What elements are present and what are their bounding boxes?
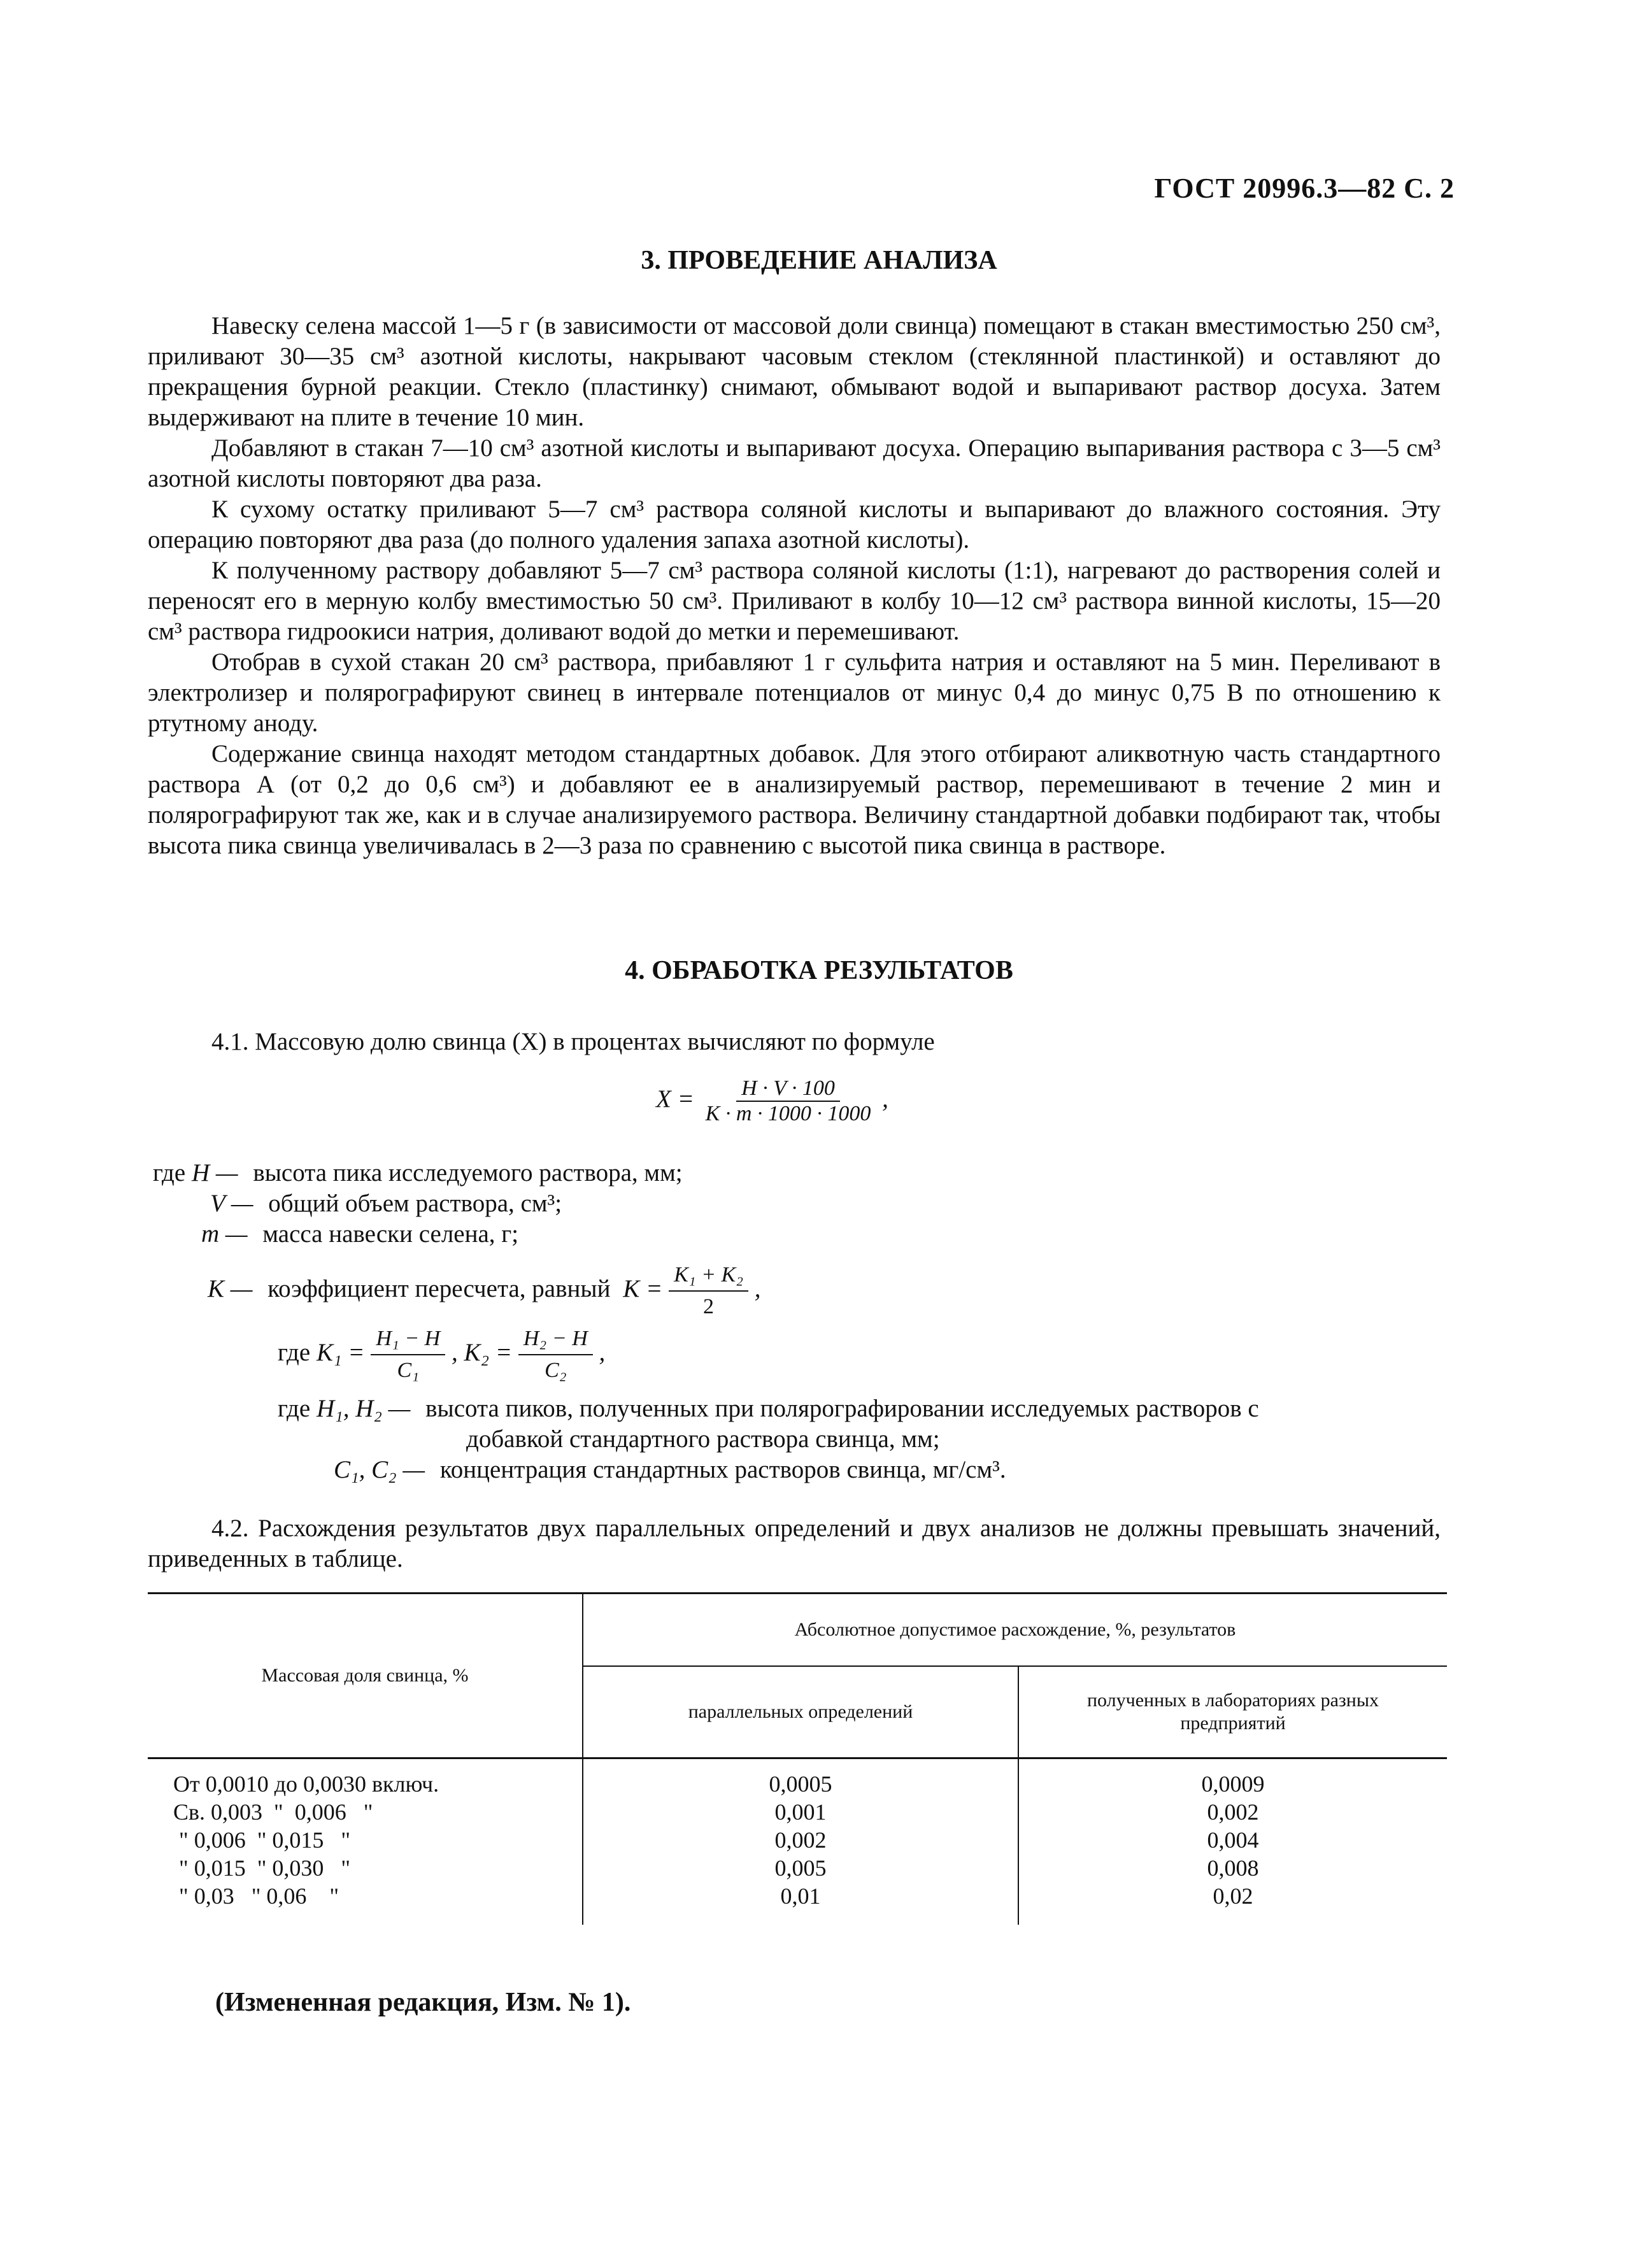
- cell-parallel: 0,01: [583, 1882, 1018, 1925]
- cell-labs: 0,0009: [1201, 1771, 1265, 1797]
- col-header-group: Абсолютное допустимое расхождение, %, результатов: [583, 1594, 1447, 1667]
- cell-range: От 0,0010 до 0,0030 включ.: [148, 1758, 583, 1799]
- formula-tail: ,: [882, 1085, 888, 1113]
- k12-tail: ,: [599, 1338, 606, 1366]
- formula-denominator: K · m · 1000 · 1000: [705, 1102, 871, 1125]
- paragraph: Добавляют в стакан 7—10 см³ азотной кислоты и выпаривают досуха. Операцию выпаривания раствора с 3—5 см³ азотной кислоты повторяют два раза.: [148, 434, 1441, 492]
- legend-symbol: H —: [191, 1159, 238, 1187]
- cell-labs: 0,008: [1207, 1855, 1259, 1881]
- legend-h: [153, 1158, 683, 1188]
- legend-text: высота пика исследуемого раствора, мм;: [253, 1159, 683, 1187]
- table-row: [148, 1826, 1447, 1854]
- legend-c1c2: [334, 1455, 1006, 1485]
- k1-k2-formula: [278, 1323, 605, 1386]
- revision-note: (Измененная редакция, Изм. № 1).: [215, 1988, 631, 2017]
- legend-symbol: K —: [208, 1274, 253, 1302]
- k-fraction: [669, 1260, 748, 1322]
- legend-k: [208, 1260, 761, 1322]
- table-row: [148, 1882, 1447, 1925]
- k1-fraction: [371, 1323, 445, 1386]
- cell-range: " 0,015 " 0,030 ": [148, 1854, 583, 1882]
- section-4-title: 4. ОБРАБОТКА РЕЗУЛЬТАТОВ: [625, 956, 1013, 985]
- tolerance-table: [148, 1592, 1447, 1925]
- cell-parallel: 0,005: [583, 1854, 1018, 1882]
- k2-fraction: [518, 1323, 593, 1386]
- table-row: [148, 1854, 1447, 1882]
- k-lhs: K =: [623, 1274, 663, 1302]
- k1-denominator: C₁: [397, 1359, 420, 1382]
- k12-expr: [316, 1327, 606, 1382]
- legend-text: высота пиков, полученных при полярографировании исследуемых растворов с: [425, 1395, 1259, 1422]
- clause-4-2-text: 4.2. Расхождения результатов двух параллельных определений и двух анализов не должны превышать значений, приведенных в таблице.: [148, 1515, 1441, 1573]
- k2-denominator: C₂: [545, 1359, 567, 1382]
- col-header-labs: полученных в лабораториях разных предприятий: [1087, 1690, 1379, 1734]
- cell-labs: 0,02: [1213, 1883, 1253, 1909]
- paragraph: К полученному раствору добавляют 5—7 см³ раствора соляной кислоты (1:1), нагревают до растворения солей и переносят его в мерную колбу вместимостью 50 см³. Приливают в колбу 10—12 см³ раствора винной кислоты, 15—20 см³ раствора гидроокиси натрия, доливают водой до метки и перемешивают.: [148, 557, 1441, 645]
- cell-range: " 0,03 " 0,06 ": [148, 1882, 583, 1925]
- tolerance-table-wrap: [148, 1592, 1447, 1925]
- page-header: ГОСТ 20996.3—82 С. 2: [1154, 173, 1455, 204]
- legend-symbol: H₁, H₂ —: [316, 1395, 411, 1422]
- legend-m: [201, 1219, 518, 1250]
- k-denominator: 2: [703, 1295, 715, 1318]
- legend-lead: где: [278, 1395, 311, 1422]
- col-header-mass-fraction: Массовая доля свинца, %: [148, 1594, 583, 1758]
- legend-lead: где: [153, 1159, 186, 1187]
- formula-fraction: [701, 1076, 876, 1126]
- paragraph: К сухому остатку приливают 5—7 см³ раствора соляной кислоты и выпаривают до влажного состояния. Эту операцию повторяют два раза (до полного удаления запаха азотной кислоты).: [148, 496, 1441, 553]
- clause-4-2: [148, 1513, 1441, 1574]
- col-header-parallel: параллельных определений: [583, 1666, 1018, 1758]
- cell-parallel: 0,002: [583, 1826, 1018, 1854]
- cell-parallel: 0,001: [583, 1798, 1018, 1826]
- cell-parallel: 0,0005: [583, 1758, 1018, 1799]
- legend-v: [210, 1188, 562, 1219]
- k2-lhs: , K₂ =: [451, 1338, 513, 1366]
- paragraph: Навеску селена массой 1—5 г (в зависимости от массовой доли свинца) помещают в стакан вместимостью 250 см³, приливают 30—35 см³ азотной кислоты, накрывают часовым стеклом (стеклянной пластинкой) и оставляют до прекращения бурной реакции. Стекло (пластинку) снимают, обмывают водой и выпаривают раствор досуха. Затем выдерживают на плите в течение 10 мин.: [148, 312, 1441, 431]
- legend-text: масса навески селена, г;: [262, 1220, 519, 1248]
- section-3-body: [148, 311, 1441, 861]
- legend-text: общий объем раствора, см³;: [268, 1190, 562, 1217]
- k1-numerator: H₁ − H: [371, 1323, 445, 1355]
- section-3-title: 3. ПРОВЕДЕНИЕ АНАЛИЗА: [641, 246, 997, 275]
- k-numerator: K₁ + K₂: [669, 1260, 748, 1292]
- paragraph: Отобрав в сухой стакан 20 см³ раствора, прибавляют 1 г сульфита натрия и оставляют на 5 мин. Переливают в электролизер и полярографируют свинец в интервале потенциалов от минус 0,4 до минус 0,75 В по отношению к ртутному аноду.: [148, 648, 1441, 737]
- cell-range: " 0,006 " 0,015 ": [148, 1826, 583, 1854]
- cell-labs: 0,004: [1207, 1827, 1259, 1853]
- legend-text: добавкой стандартного раствора свинца, мм;: [466, 1425, 940, 1453]
- legend-symbol: m —: [201, 1220, 248, 1248]
- legend-symbol: C₁, C₂ —: [334, 1456, 425, 1483]
- k1-lhs: K₁ =: [316, 1338, 365, 1366]
- legend-h1h2: [278, 1394, 1259, 1424]
- paragraph: Содержание свинца находят методом стандартных добавок. Для этого отбирают аликвотную часть стандартного раствора А (от 0,2 до 0,6 см³) и добавляют ее в анализируемый раствор, перемешивают в течение 2 мин и полярографируют так же, как и в случае анализируемого раствора. Величину стандартной добавки подбирают так, чтобы высота пика свинца увеличивалась в 2—3 раза по сравнению с высотой пика свинца в растворе.: [148, 740, 1441, 859]
- clause-4-1-text: 4.1. Массовую долю свинца (X) в процентах вычисляют по формуле: [211, 1028, 935, 1055]
- table-row: [148, 1758, 1447, 1799]
- formula-lhs: X =: [656, 1085, 694, 1113]
- clause-4-1: [148, 1027, 1441, 1057]
- k12-lead: где: [278, 1338, 311, 1366]
- legend-text: концентрация стандартных растворов свинца, мг/см³.: [439, 1456, 1006, 1483]
- k2-numerator: H₂ − H: [518, 1323, 593, 1355]
- cell-labs: 0,002: [1207, 1799, 1259, 1825]
- k-tail: ,: [754, 1274, 761, 1302]
- main-formula: [656, 1076, 888, 1126]
- legend-text: коэффициент пересчета, равный: [267, 1274, 611, 1302]
- cell-range: Св. 0,003 " 0,006 ": [148, 1798, 583, 1826]
- formula-numerator: H · V · 100: [736, 1076, 840, 1102]
- k-formula: [623, 1263, 761, 1318]
- table-row: [148, 1798, 1447, 1826]
- legend-symbol: V —: [210, 1190, 253, 1217]
- legend-h1h2-cont: [466, 1424, 940, 1455]
